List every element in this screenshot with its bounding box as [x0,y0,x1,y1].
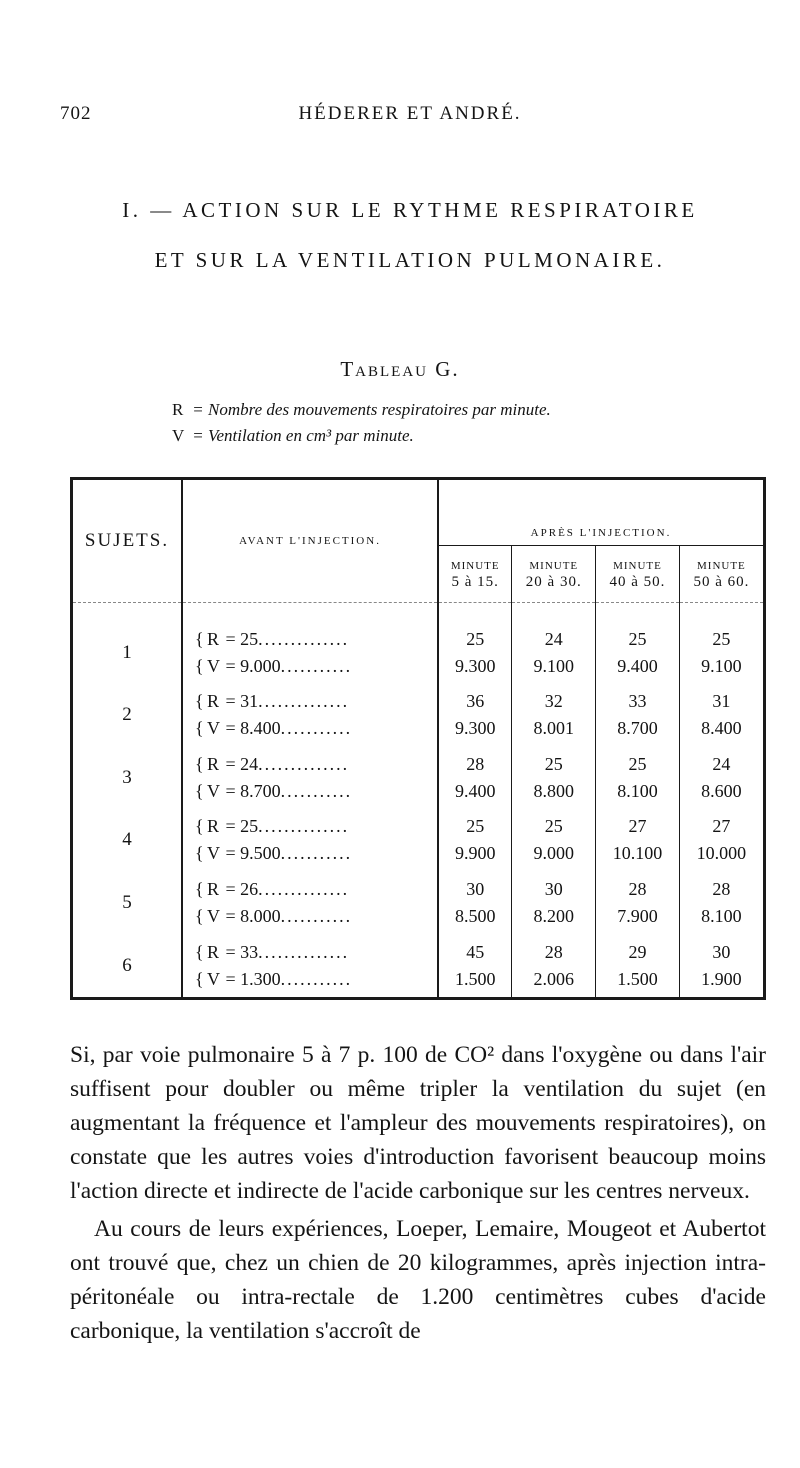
v-before: { V = 9.500........... [195,843,353,864]
r-after-value: 25 [466,628,485,649]
r-after-value: 32 [544,691,563,712]
v-after-value: 8.200 [533,906,575,927]
legend-eq: = [193,426,203,445]
separator-cell [596,603,680,622]
after-cell [679,809,764,872]
after-cell [438,747,512,810]
legend-key: V [172,426,185,445]
separator-cell [679,603,764,622]
after-cell [512,621,596,684]
after-cell [596,747,680,810]
legend-desc: Ventilation en cm³ par minute. [208,426,414,445]
r-after-value: 25 [712,628,731,649]
after-cell [679,747,764,810]
r-before-value: 24 [240,753,259,774]
r-after-value: 24 [544,628,563,649]
header-before: AVANT L'INJECTION. [182,479,438,603]
r-before: { R = 25.............. [195,628,350,649]
v-after-value: 1.500 [454,968,496,989]
before-cell [182,684,438,747]
header-minute-4 [679,545,764,603]
legend-eq: = [193,400,203,419]
legend-item-r [172,400,551,420]
r-after-value: 25 [544,816,563,837]
v-after-value: 9.100 [533,655,575,676]
r-before: { R = 25.............. [195,816,350,837]
v-after-value: 8.100 [617,780,658,801]
before-cell [182,934,438,998]
subject-number: 6 [122,954,132,976]
table-row [72,684,765,747]
separator-cell [512,603,596,622]
header-after: APRÈS L'INJECTION. [438,479,765,546]
v-before-value: 8.700 [240,780,281,801]
v-before: { V = 8.000........... [195,906,353,927]
v-before-value: 1.300 [240,968,281,989]
r-after-value: 27 [628,816,647,837]
table-row [72,934,765,998]
r-after-value: 30 [466,879,485,900]
minute-range: 5 à 15. [451,573,499,590]
r-after-value: 25 [544,753,563,774]
r-before: { R = 24.............. [195,753,350,774]
r-before-value: 26 [240,879,259,900]
paragraph-1: Si, par voie pulmonaire 5 à 7 p. 100 de CO² dans l'oxygène ou dans l'air suffisent pour doubler ou même tripler la ventilation du sujet (en augmentant la fréquence et l'ampleur des mouvements respiratoires), on constate que les autres voies d'introduction favorisent beaucoup moins l'action directe et indirecte de l'acide carbonique sur les centres nerveux. [70,1042,766,1204]
r-after-value: 28 [628,879,647,900]
r-before: { R = 26.............. [195,879,350,900]
r-after-value: 27 [712,816,731,837]
subject-number: 3 [122,766,132,788]
after-cell [596,621,680,684]
subject-number: 4 [122,829,132,851]
r-after-value: 25 [628,628,647,649]
separator-row [72,603,765,622]
r-after-value: 33 [628,691,647,712]
after-cell [438,872,512,935]
data-table [70,477,766,1000]
v-before-value: 9.000 [240,655,281,676]
subject-number: 5 [122,892,132,914]
v-before: { V = 1.300........... [195,968,353,989]
minute-range: 40 à 50. [609,573,666,590]
v-before: { V = 8.400........... [195,718,353,739]
after-cell [512,872,596,935]
after-cell [679,934,764,998]
v-before: { V = 9.000........... [195,655,353,676]
r-after-value: 31 [712,691,731,712]
r-after-value: 25 [628,753,647,774]
r-after-value: 25 [466,816,485,837]
v-after-value: 8.400 [701,718,742,739]
table-caption: Tableau G. [340,357,460,381]
v-after-value: 9.400 [617,655,658,676]
after-cell [438,621,512,684]
table-row [72,621,765,684]
after-cell [438,809,512,872]
minute-label: MINUTE [450,559,500,572]
r-before: { R = 33.............. [195,941,350,962]
separator-cell [438,603,512,622]
after-cell [596,934,680,998]
separator-cell [182,603,438,622]
page-header [60,103,760,133]
r-before-value: 33 [240,941,259,962]
after-cell [679,684,764,747]
page-number: 702 [60,103,92,124]
table-row [72,872,765,935]
v-after-value: 8.500 [454,906,496,927]
r-after-value: 45 [466,941,485,962]
r-after-value: 28 [466,753,485,774]
after-cell [438,684,512,747]
header-minute-2 [512,545,596,603]
before-cell [182,809,438,872]
v-after-value: 10.000 [696,843,747,864]
r-after-value: 28 [712,879,731,900]
minute-label: MINUTE [529,559,579,572]
v-before-value: 9.500 [240,843,281,864]
legend-key: R [172,400,184,419]
r-after-value: 29 [628,941,647,962]
v-after-value: 8.700 [617,718,658,739]
r-after-value: 30 [712,941,731,962]
paragraph-2: Au cours de leurs expériences, Loeper, Lemaire, Mougeot et Aubertot ont trouvé que, chez un chien de 20 kilogrammes, après injection intra-péritonéale ou intra-rectale de 1.200 centimètres cubes d'acide carbonique, la ventilation s'accroît de [70,1216,766,1344]
v-after-value: 8.001 [533,718,575,739]
minute-range: 50 à 60. [693,573,750,590]
after-cell [679,872,764,935]
r-after-value: 28 [544,941,563,962]
section-title-line-1: I. — ACTION SUR LE RYTHME RESPIRATOIRE [122,198,698,222]
separator-cell [72,603,183,622]
table-row [72,747,765,810]
v-after-value: 10.100 [612,843,663,864]
header-subjects: SUJETS. [84,530,170,552]
r-after-value: 36 [466,691,485,712]
v-after-value: 1.900 [701,968,742,989]
v-after-value: 1.500 [617,968,658,989]
running-title: HÉDERER ET ANDRÉ. [298,103,522,124]
v-before: { V = 8.700........... [195,780,353,801]
v-after-value: 9.000 [533,843,575,864]
r-before-value: 25 [240,628,259,649]
r-after-value: 30 [544,879,563,900]
after-cell [596,684,680,747]
v-after-value: 9.300 [454,655,496,676]
v-after-value: 2.006 [533,968,575,989]
before-cell [182,747,438,810]
subject-number: 1 [122,641,132,663]
r-before-value: 31 [240,691,259,712]
v-after-value: 7.900 [617,906,658,927]
header-minute-3 [596,545,680,603]
minute-range: 20 à 30. [525,573,582,590]
v-before-value: 8.400 [240,718,281,739]
legend-desc: Nombre des mouvements respiratoires par minute. [208,400,551,419]
header-row-1 [72,479,765,546]
r-after-value: 24 [712,753,731,774]
v-after-value: 8.100 [701,906,742,927]
minute-label: MINUTE [697,559,746,572]
header-minute-1 [438,545,512,603]
v-after-value: 8.800 [533,780,575,801]
table-row [72,809,765,872]
before-cell [182,621,438,684]
v-after-value: 9.300 [454,718,496,739]
section-title-line-2: ET SUR LA VENTILATION PULMONAIRE. [154,248,666,272]
subject-number: 2 [122,704,132,726]
r-before: { R = 31.............. [195,691,350,712]
after-cell [512,809,596,872]
before-cell [182,872,438,935]
after-cell [596,809,680,872]
after-cell [512,747,596,810]
after-cell [679,621,764,684]
legend-item-v [172,426,414,446]
v-after-value: 9.900 [454,843,496,864]
v-after-value: 9.100 [701,655,742,676]
v-after-value: 8.600 [701,780,742,801]
after-cell [512,934,596,998]
after-cell [512,684,596,747]
v-after-value: 9.400 [454,780,496,801]
r-before-value: 25 [240,816,259,837]
minute-label: MINUTE [613,559,662,572]
after-cell [596,872,680,935]
after-cell [438,934,512,998]
body-text [70,1038,766,1348]
v-before-value: 8.000 [240,906,281,927]
